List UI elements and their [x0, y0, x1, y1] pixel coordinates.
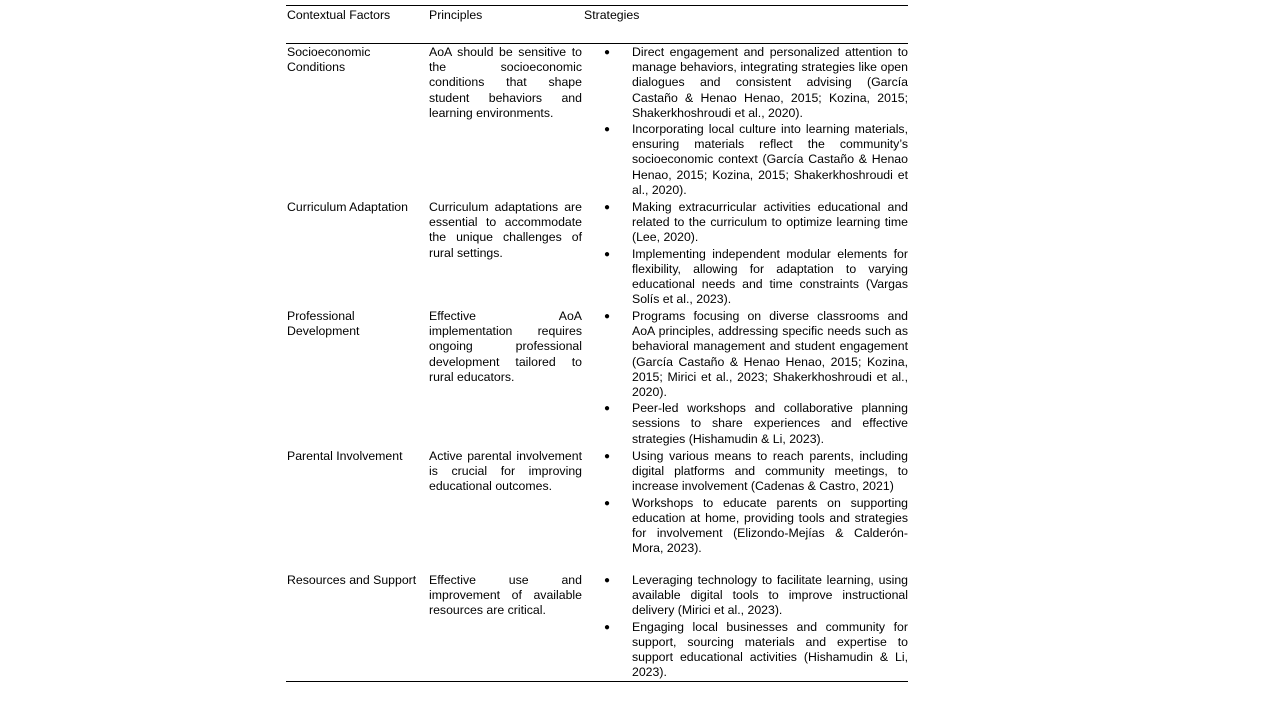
principle-cell: Curriculum adaptations are essential to accommodate the unique challenges of rural settings.	[429, 200, 582, 260]
header-strategies: Strategies	[584, 8, 640, 22]
strategy-item: ● Programs focusing on diverse classrooms and AoA principles, addressing specific needs such as behavioral management and student engagement (García Castaño & Henao Henao, 2015; Kozina, 2015; Mirici et al., 2023; Shakerkhoshroudi et al., 2020).	[604, 309, 908, 400]
strategy-item: ● Engaging local businesses and community for support, sourcing materials and expertise to support educational activities (Hishamudin & Li, 2023).	[604, 619, 908, 680]
strategy-item: ● Incorporating local culture into learning materials, ensuring materials reflect the community’s socioeconomic context (García Castaño & Henao Henao, 2015; Kozina, 2015; Shakerkhoshroudi et al., 2020).	[604, 122, 908, 197]
principle-cell: Active parental involvement is crucial for improving educational outcomes.	[429, 449, 582, 494]
factor-cell: Socioeconomic Conditions	[287, 45, 371, 75]
bullet-icon: ●	[604, 47, 611, 58]
strategy-item: ● Making extracurricular activities educational and related to the curriculum to optimize learning time (Lee, 2020).	[604, 200, 908, 245]
header-principles: Principles	[429, 8, 483, 22]
strategies-list	[604, 573, 908, 681]
principle-cell: AoA should be sensitive to the socioeconomic conditions that shape student behaviors and learning environments.	[429, 45, 582, 120]
strategies-list	[604, 449, 908, 557]
bullet-icon: ●	[604, 202, 611, 213]
principle-cell: Effective use and improvement of available resources are critical.	[429, 573, 582, 618]
bullet-icon: ●	[604, 621, 611, 633]
strategy-item: ● Leveraging technology to facilitate learning, using available digital tools to improve instructional delivery (Mirici et al., 2023).	[604, 573, 908, 618]
bullet-icon: ●	[604, 451, 611, 462]
factor-cell: Curriculum Adaptation	[287, 200, 408, 214]
strategy-item: ● Workshops to educate parents on supporting education at home, providing tools and strategies for involvement (Elizondo-Mejías & Calderón-Mora, 2023).	[604, 495, 908, 556]
strategy-item: ● Peer-led workshops and collaborative planning sessions to share experiences and effective strategies (Hishamudin & Li, 2023).	[604, 401, 908, 446]
bullet-icon: ●	[604, 497, 611, 509]
header-contextual-factors: Contextual Factors	[287, 8, 391, 22]
principle-cell: Effective AoA implementation requires ongoing professional development tailored to rural educators.	[429, 309, 582, 384]
bullet-icon: ●	[604, 311, 611, 322]
factor-cell: Resources and Support	[287, 573, 417, 587]
table-header	[286, 8, 908, 28]
bullet-icon: ●	[604, 124, 611, 136]
bullet-icon: ●	[604, 575, 611, 586]
strategy-item: ● Direct engagement and personalized attention to manage behaviors, integrating strategies like open dialogues and consistent advising (García Castaño & Henao Henao, 2015; Kozina, 2015; Shakerkhoshroudi et al., 2020).	[604, 45, 908, 120]
bullet-icon: ●	[604, 248, 611, 260]
table-top-rule	[286, 5, 908, 6]
strategies-list	[604, 200, 908, 308]
strategy-item: ● Implementing independent modular elements for flexibility, allowing for adaptation to varying educational needs and time constraints (Vargas Solís et al., 2023).	[604, 246, 908, 307]
table-header-rule	[286, 43, 908, 44]
strategies-list	[604, 309, 908, 448]
strategy-item: ● Using various means to reach parents, including digital platforms and community meetings, to increase involvement (Cadenas & Castro, 2021)	[604, 449, 908, 494]
factor-cell: Parental Involvement	[287, 449, 403, 463]
factor-cell: Professional Development	[287, 309, 360, 339]
bullet-icon: ●	[604, 403, 611, 415]
table-bottom-rule	[286, 681, 908, 682]
strategies-list	[604, 45, 908, 199]
